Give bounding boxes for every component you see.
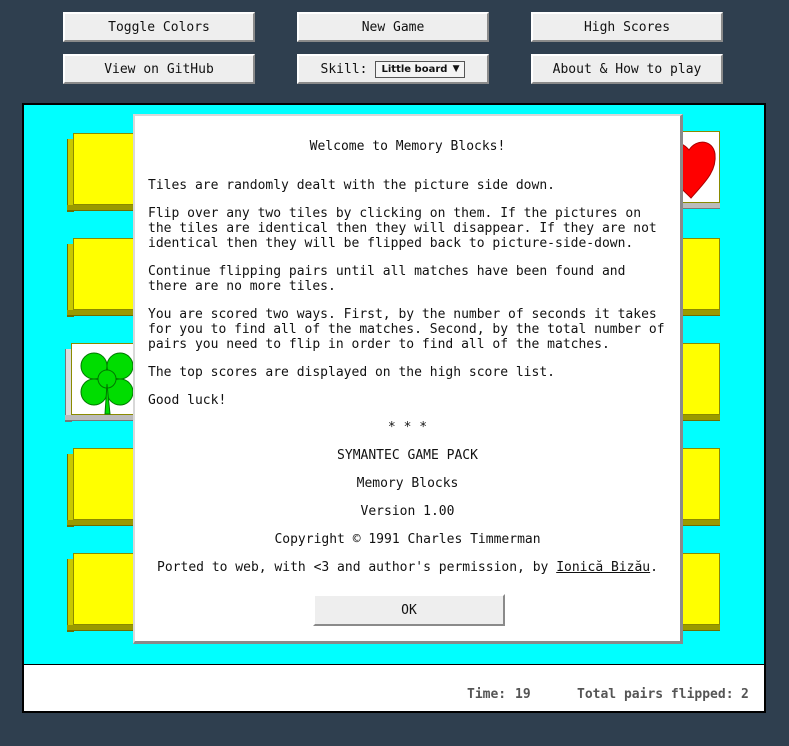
time-value: 19: [515, 687, 531, 702]
time-label: Time:: [467, 687, 507, 702]
dialog-text: Continue flipping pairs until all matches have been found and: [148, 264, 626, 279]
dialog-text: the tiles are identical then they will disappear. If they are not: [148, 221, 657, 236]
port-suffix: .: [650, 560, 658, 575]
status-bar: [22, 664, 766, 713]
dialog-text: Good luck!: [148, 393, 227, 408]
dialog-game-name: Memory Blocks: [356, 476, 459, 491]
dialog-copyright: Copyright © 1991 Charles Timmerman: [274, 532, 541, 547]
high-scores-button[interactable]: High Scores: [531, 12, 723, 42]
welcome-dialog: [133, 114, 683, 644]
dialog-text: Flip over any two tiles by clicking on them. If the pictures on: [148, 206, 642, 221]
new-game-button[interactable]: New Game: [297, 12, 489, 42]
dialog-title: Welcome to Memory Blocks!: [309, 139, 506, 154]
dialog-text: The top scores are displayed on the high score list.: [148, 365, 555, 380]
author-link[interactable]: Ionică Bizău: [556, 560, 651, 575]
tile[interactable]: [67, 133, 139, 211]
tile-flipped[interactable]: [65, 343, 137, 421]
dialog-text: identical then they will be flipped back to picture-side-down.: [148, 236, 634, 251]
skill-control: [297, 54, 489, 84]
skill-select[interactable]: [375, 61, 465, 78]
tile[interactable]: [67, 553, 139, 631]
clover-icon: [72, 344, 136, 416]
dialog-text: pairs you need to flip in order to find all of the matches.: [148, 337, 610, 352]
about-button[interactable]: About & How to play: [531, 54, 723, 84]
pairs-value: 2: [741, 687, 749, 702]
dialog-port-line: [135, 560, 680, 575]
port-prefix: Ported to web, with <3 and author's permission, by: [157, 560, 557, 575]
chevron-down-icon: ▼: [452, 64, 460, 74]
dialog-text: there are no more tiles.: [148, 279, 336, 294]
pairs-label: Total pairs flipped:: [577, 687, 734, 702]
dialog-text: Tiles are randomly dealt with the picture side down.: [148, 178, 555, 193]
tile[interactable]: [67, 448, 139, 526]
dialog-stars: * * *: [387, 420, 428, 435]
dialog-text: for you to find all of the matches. Second, by the total number of: [148, 322, 665, 337]
ok-button[interactable]: OK: [313, 594, 505, 626]
skill-select-value: Little board: [381, 63, 448, 75]
dialog-text: You are scored two ways. First, by the number of seconds it takes: [148, 307, 657, 322]
toggle-colors-button[interactable]: Toggle Colors: [63, 12, 255, 42]
tile[interactable]: [67, 238, 139, 316]
dialog-pack: SYMANTEC GAME PACK: [337, 448, 478, 463]
dialog-version: Version 1.00: [360, 504, 455, 519]
skill-label: Skill:: [320, 61, 368, 77]
view-github-button[interactable]: View on GitHub: [63, 54, 255, 84]
